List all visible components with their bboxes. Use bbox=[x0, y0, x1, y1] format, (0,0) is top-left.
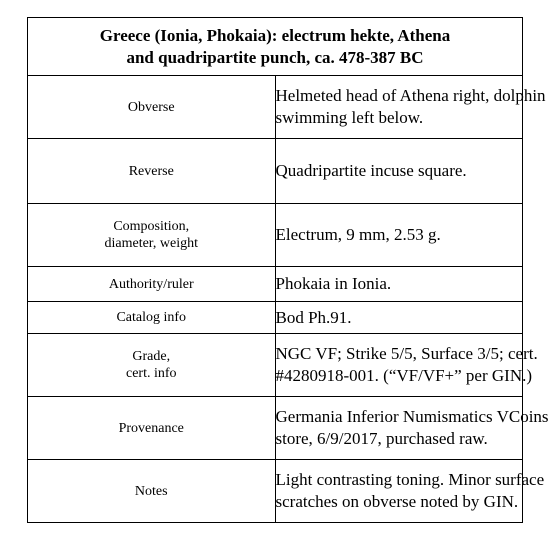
row-label bbox=[28, 204, 276, 267]
row-value-line: Phokaia in Ionia. bbox=[275, 274, 392, 293]
row-label-line: Reverse bbox=[128, 163, 174, 179]
row-value bbox=[275, 267, 523, 302]
row-value bbox=[275, 460, 545, 523]
row-value-line: Helmeted head of Athena right, dolphin bbox=[275, 86, 546, 105]
row-label-line: Provenance bbox=[118, 420, 184, 436]
row-label-line: Notes bbox=[134, 483, 168, 499]
row-value bbox=[275, 334, 538, 397]
row-label-line: diameter, weight bbox=[104, 236, 198, 251]
row-value-line: Light contrasting toning. Minor surface bbox=[275, 470, 545, 489]
row-value-line: scratches on obverse noted by GIN. bbox=[275, 492, 519, 511]
table-row-catalog bbox=[28, 302, 523, 334]
row-label-line: Composition, bbox=[113, 219, 190, 234]
table-row-reverse bbox=[28, 139, 523, 204]
table-title bbox=[28, 18, 523, 76]
row-label bbox=[28, 302, 276, 334]
row-value bbox=[275, 397, 549, 460]
row-label-line: Obverse bbox=[127, 99, 175, 115]
coin-info-table bbox=[27, 17, 549, 523]
row-value bbox=[275, 76, 546, 139]
row-label-line: Authority/ruler bbox=[108, 276, 194, 292]
row-value-line: Bod Ph.91. bbox=[275, 307, 352, 327]
row-label-line: Catalog info bbox=[116, 310, 187, 325]
row-label bbox=[28, 76, 276, 139]
row-label-line: cert. info bbox=[125, 366, 177, 381]
table-row-obverse bbox=[28, 76, 523, 139]
row-label bbox=[28, 460, 276, 523]
row-value-line: NGC VF; Strike 5/5, Surface 3/5; cert. bbox=[275, 344, 538, 363]
row-label bbox=[28, 334, 276, 397]
table-row-notes bbox=[28, 460, 523, 523]
row-value-line: store, 6/9/2017, purchased raw. bbox=[275, 429, 488, 448]
title-line: and quadripartite punch, ca. 478-387 BC bbox=[126, 47, 424, 67]
row-value-line: Quadripartite incuse square. bbox=[275, 161, 467, 180]
row-label bbox=[28, 397, 276, 460]
row-value-line: swimming left below. bbox=[275, 108, 424, 127]
table-row-composition bbox=[28, 204, 523, 267]
row-value bbox=[275, 302, 523, 334]
row-value-line: #4280918-001. (“VF/VF+” per GIN.) bbox=[275, 366, 533, 385]
title-line: Greece (Ionia, Phokaia): electrum hekte, Athena bbox=[99, 25, 451, 45]
table-row-provenance bbox=[28, 397, 523, 460]
table-row-authority bbox=[28, 267, 523, 302]
table-row-grade bbox=[28, 334, 523, 397]
row-label-line: Grade, bbox=[132, 349, 171, 364]
row-value-line: Germania Inferior Numismatics VCoins bbox=[275, 407, 549, 426]
title-row bbox=[28, 18, 523, 76]
row-value bbox=[275, 139, 523, 204]
row-label bbox=[28, 267, 276, 302]
row-value-line: Electrum, 9 mm, 2.53 g. bbox=[275, 225, 441, 244]
row-label bbox=[28, 139, 276, 204]
row-value bbox=[275, 204, 523, 267]
